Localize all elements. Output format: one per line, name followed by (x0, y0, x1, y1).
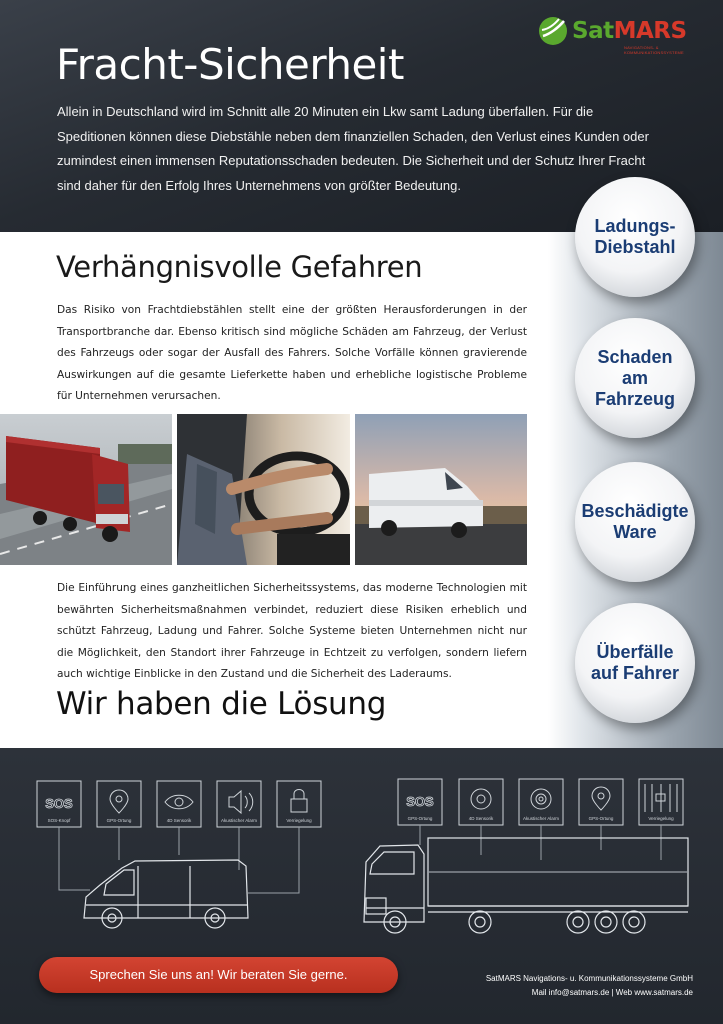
van-feature-label: GPS-Ortung (106, 818, 132, 823)
truck-feature-label: GPS-Ortung (588, 816, 614, 821)
brand-name-sat: Sat (572, 18, 614, 44)
solution-paragraph: Die Einführung eines ganzheitlichen Sicherheitssystems, das moderne Technologien mit bewährten Sicherheitsmaßnahmen verbindet, reduziert diese Risiken erheblich und schützt Fahrzeug, Ladung und Fahrer. Solche Systeme bieten Unternehmen nicht nur die Möglichkeit, den Standort ihrer Fahrzeuge in Echtzeit zu verfolgen, sondern liefern auch wichtige Einblicke in den Zustand und die Sicherheit des Laderaums. (57, 582, 527, 680)
company-name: SatMARS Navigations- u. Kommunikationssysteme GmbH (485, 974, 693, 983)
intro-text: Allein in Deutschland wird im Schnitt alle 20 Minuten ein Lkw samt Ladung überfallen. Für die Speditionen können diese Diebstähle neben dem finanziellen Schaden, den Verlust eines Kunden oder zumindest einen immensen Reputationsschaden bedeuten. Die Sicherheit und der Schutz Ihrer Fracht sind daher für den Erfolg Ihres Unternehmens von größter Bedeutung. (57, 104, 649, 193)
contact-info: Mail info@satmars.de | Web www.satmars.de (531, 988, 693, 997)
page-title: Fracht-Sicherheit (56, 40, 404, 89)
dangers-heading: Verhängnisvolle Gefahren (56, 250, 423, 284)
threat-label: Schaden am Fahrzeug (594, 346, 675, 409)
van-feature-alarm (217, 781, 261, 827)
eye-icon (165, 795, 193, 809)
solution-heading: Wir haben die Lösung (56, 686, 387, 722)
dangers-paragraph: Das Risiko von Frachtdiebstählen stellt eine der größten Herausforderungen in der Transportbranche dar. Ebenso kritisch sind mögliche Schäden am Fahrzeug, der Verlust des Fahrzeugs oder sogar der Ausfall des Fahrers. Solche Vorfälle können gravierende Auswirkungen auf die gesamte Lieferkette haben und erhebliche logistische Probleme für Unternehmen verursachen. (57, 304, 527, 402)
truck-feature-alarm (519, 779, 563, 825)
truck-feature-label: Verriegelung (648, 816, 674, 821)
sos-icon: SOS (406, 794, 434, 809)
van-feature-label: SOS-Knopf (47, 818, 71, 823)
sensor-icon (471, 789, 491, 809)
van-feature-label: Verriegelung (286, 818, 312, 823)
truck-feature-lock (639, 779, 683, 825)
van-feature-label: Akustischer Alarm (220, 818, 258, 823)
threat-label: Überfälle auf Fahrer (590, 642, 680, 683)
truck-feature-label: 4D Sensorik (468, 816, 494, 821)
van-feature-sensor (157, 781, 201, 827)
van-feature-label: 4D Sensorik (166, 818, 192, 823)
truck-outline (364, 838, 688, 933)
truck-feature-sos (398, 779, 442, 825)
truck-feature-sensor (459, 779, 503, 825)
brand-tagline: NAVIGATIONS- & KOMMUNIKATIONSSYSTEME (624, 45, 684, 55)
alarm-icon (531, 789, 551, 809)
threat-label: Ladungs- Diebstahl (594, 216, 676, 257)
truck-feature-gps (579, 779, 623, 825)
van-feature-sos (37, 781, 81, 827)
truck-feature-label: Akustischer Alarm (522, 816, 560, 821)
van-feature-lock (277, 781, 321, 827)
sos-icon: SOS (45, 796, 73, 811)
padlock-icon (291, 799, 307, 812)
van-outline (84, 860, 248, 928)
threat-label: Beschädigte Ware (581, 501, 689, 542)
speaker-icon (229, 791, 241, 813)
van-feature-gps (97, 781, 141, 827)
contact-cta-button[interactable]: Sprechen Sie uns an! Wir beraten Sie gerne. (39, 957, 398, 993)
brand-name-mars: MARS (613, 18, 687, 44)
truck-feature-label: GPS-Ortung (407, 816, 433, 821)
door-lock-icon (645, 784, 677, 812)
